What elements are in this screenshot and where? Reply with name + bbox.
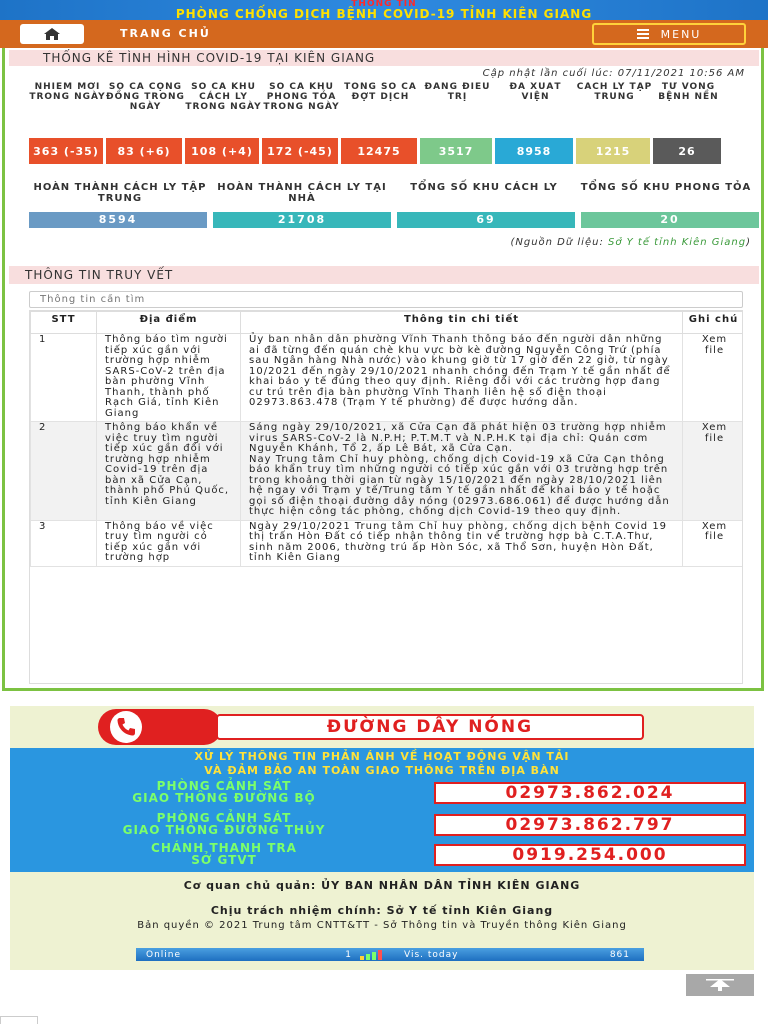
hotline-row — [10, 842, 754, 868]
stat-value: 363 (-35) — [29, 138, 103, 164]
stat-label: TỔNG SỐ KHU PHONG TỎA — [580, 182, 752, 193]
col-stt: STT — [31, 312, 97, 334]
stat-label: CÁCH LY TẬP TRUNG — [576, 82, 653, 102]
view-file-link[interactable]: Xem file — [683, 422, 744, 521]
stat-value: 172 (-45) — [262, 138, 338, 164]
cell-place: Thông báo tìm người tiếp xúc gần với trường hợp nhiễm SARS-CoV-2 trên địa bàn phường Vĩnh Thanh, thành phố Rạch Giá, tỉnh Kiên Giang — [97, 334, 241, 422]
col-place: Địa điểm — [97, 312, 241, 334]
stat-label: HOÀN THÀNH CÁCH LY TẬP TRUNG — [33, 182, 207, 204]
stat-value: 12475 — [341, 138, 417, 164]
stat-label: SỐ CA CỘNG ĐỒNG TRONG NGÀY — [106, 82, 185, 112]
trace-heading: THÔNG TIN TRUY VẾT — [25, 268, 174, 282]
hotline-header — [10, 706, 754, 748]
stat-value: 20 — [581, 212, 759, 228]
table-row — [31, 422, 744, 521]
menu-label: MENU — [660, 27, 702, 41]
visitor-counter — [136, 948, 644, 961]
today-value: 861 — [609, 949, 630, 960]
stat-value: 8594 — [29, 212, 207, 228]
cell-place: Thông báo khẩn về việc truy tìm người tiếp xúc gần đối với trường hợp nhiễm Covid-19 trên địa bàn xã Cửa Cạn, thành phố Phú Quốc, tỉnh Kiên Giang — [97, 422, 241, 521]
stats-heading-bar — [9, 50, 759, 66]
scroll-to-top-button[interactable] — [686, 974, 754, 996]
stat-labels-row — [29, 82, 759, 112]
cell-detail: Ủy ban nhân dân phường Vĩnh Thanh thông báo đến người dân những ai đã từng đến quán chè khu vực bờ kè đường Nguyễn Công Trứ (phía sau Ngân hàng Nhà nước) vào khung giờ từ 17 giờ đến 22 giờ, từ ngày 10/2021 đến ngày 29/10/2021 nhanh chóng đến Trạm Y tế gần nhất để khai báo y tế đúng theo quy định. Riêng đối với các trường hợp đang cư trú trên địa bàn phường Vĩnh Thanh liên hệ số điện thoại 02973.863.478 (Trạm Y tế phường) để được hướng dẫn. — [241, 334, 683, 422]
stat-values-row-2 — [29, 212, 759, 228]
cell-detail: Sáng ngày 29/10/2021, xã Cửa Cạn đã phát hiện 03 trường hợp nhiễm virus SARS-CoV-2 là N.P.H; P.T.M.T và N.P.H.K tại địa chỉ: Quán cơm Nguyễn Khánh, Tổ 2, ấp Lê Bát, xã Cửa Cạn. Nay Trung tâm Chỉ huy phòng, chống dịch Covid-19 xã Cửa Cạn thông báo khẩn truy tìm những người có tiếp xúc gần với 03 trường hợp trên trong khoảng thời gian từ ngày 15/10/2021 đến ngày 28/10/2021 liên hệ ngay với Trạm y tế/Trung tâm Y tế gần nhất để khai báo y tế hoặc gọi số điện thoại đường dây nóng (02973.686.061) để được hướng dẫn thực hiện công tác phòng, chống dịch Covid-19 theo quy định. — [241, 422, 683, 521]
stat-label: NHIỄM MỚI TRONG NGÀY — [29, 82, 106, 102]
bar-chart-icon — [360, 950, 394, 960]
table-row — [31, 520, 744, 566]
updated-time: Cập nhật lần cuối lúc: 07/11/2021 10:56 AM — [482, 68, 745, 79]
table-row — [31, 334, 744, 422]
hotline-number[interactable]: 0919.254.000 — [434, 844, 746, 866]
hotline-row — [10, 780, 754, 806]
stat-label: ĐANG ĐIỀU TRỊ — [424, 82, 491, 102]
stat-label: SỐ CA KHU CÁCH LY TRONG NGÀY — [185, 82, 262, 112]
cell-place: Thông báo về việc truy tìm người có tiếp xúc gần với trường hợp — [97, 520, 241, 566]
hotline-number[interactable]: 02973.862.797 — [434, 814, 746, 836]
nav-bar — [0, 20, 768, 48]
stat-value: 83 (+6) — [106, 138, 182, 164]
trace-heading-bar — [9, 266, 759, 284]
source-suffix: ) — [746, 237, 751, 248]
cell-detail: Ngày 29/10/2021 Trung tâm Chỉ huy phòng, chống dịch bệnh Covid 19 thị trấn Hòn Đất có tiếp nhận thông tin về trường hợp bà C.T.A.Thư, sinh năm 2006, thường trú ấp Hòn Sóc, xã Thổ Sơn, huyện Hòn Đất, tỉnh Kiên Giang — [241, 520, 683, 566]
hotline-label — [24, 812, 424, 836]
stat-label: HOÀN THÀNH CÁCH LY TẠI NHÀ — [217, 182, 387, 204]
hotline-banner — [10, 706, 754, 872]
banner-line1: THÔNG TIN — [351, 0, 417, 9]
hotline-label-line1: PHÒNG CẢNH SÁT — [156, 779, 292, 793]
hotline-label — [24, 780, 424, 804]
hotline-subtitle-2: VÀ ĐẢM BẢO AN TOÀN GIAO THÔNG TRÊN ĐỊA BÀN — [204, 764, 560, 777]
stat-label: ĐÃ XUẤT VIỆN — [509, 82, 562, 102]
cell-stt: 3 — [31, 520, 97, 566]
cell-stt: 2 — [31, 422, 97, 521]
phone-icon — [110, 711, 142, 743]
stat-value: 21708 — [213, 212, 391, 228]
hotline-label-line2: SỞ GTVT — [191, 853, 257, 867]
hotline-title: ĐƯỜNG DÂY NÓNG — [216, 714, 644, 740]
nav-title-link[interactable]: TRANG CHỦ — [120, 27, 211, 40]
stat-value: 8958 — [495, 138, 573, 164]
online-value: 1 — [345, 949, 352, 960]
stat-value: 108 (+4) — [185, 138, 259, 164]
today-label: Vis. today — [404, 949, 459, 960]
stats-heading: THỐNG KÊ TÌNH HÌNH COVID-19 TẠI KIÊN GIANG — [43, 51, 376, 65]
source-prefix: (Nguồn Dữ liệu: — [510, 237, 608, 248]
hamburger-icon — [637, 29, 649, 39]
trace-table-wrapper[interactable] — [29, 310, 743, 684]
footer-responsible: Chịu trách nhiệm chính: Sở Y tế tỉnh Kiên Giang — [210, 904, 554, 917]
hotline-label-line1: PHÒNG CẢNH SÁT — [156, 811, 292, 825]
hotline-subtitle — [10, 750, 754, 778]
corner-widget — [0, 1016, 38, 1024]
stat-value: 3517 — [420, 138, 492, 164]
footer-agency: Cơ quan chủ quản: ỦY BAN NHÂN DÂN TỈNH KIÊN GIANG — [183, 879, 581, 892]
hotline-label-line2: GIAO THÔNG ĐƯỜNG THỦY — [122, 823, 326, 837]
view-file-link[interactable]: Xem file — [683, 334, 744, 422]
stat-value: 1215 — [576, 138, 650, 164]
trace-search-input[interactable] — [29, 291, 743, 308]
home-icon — [43, 27, 61, 41]
source-link[interactable]: Sở Y tế tỉnh Kiên Giang — [608, 237, 747, 248]
stat-values-row — [29, 138, 759, 164]
stat-label: TỬ VONG BỆNH NỀN — [658, 82, 719, 102]
col-detail: Thông tin chi tiết — [241, 312, 683, 334]
banner-line2: PHÒNG CHỐNG DỊCH BỆNH COVID-19 TỈNH KIÊN GIANG — [175, 7, 593, 20]
footer-copyright: Bản quyền © 2021 Trung tâm CNTT&TT - Sở Thông tin và Truyền thông Kiên Giang — [137, 920, 627, 931]
menu-button[interactable] — [592, 23, 746, 45]
hotline-label-line2: GIAO THÔNG ĐƯỜNG BỘ — [132, 791, 316, 805]
data-source — [510, 237, 751, 248]
home-button[interactable] — [20, 24, 84, 44]
arrow-up-icon — [700, 978, 740, 992]
hotline-label-line1: CHÁNH THANH TRA — [151, 841, 297, 855]
stat-value: 26 — [653, 138, 721, 164]
covid-panel — [2, 48, 764, 691]
col-note: Ghi chú — [683, 312, 744, 334]
stat-label: SỐ CA KHU PHONG TỎA TRONG NGÀY — [263, 82, 340, 112]
site-footer — [10, 872, 754, 970]
trace-table — [30, 311, 743, 567]
top-banner — [0, 0, 768, 20]
stat-label: TỔNG SỐ CA ĐỢT DỊCH — [344, 82, 417, 102]
hotline-row — [10, 812, 754, 838]
hotline-subtitle-1: XỬ LÝ THÔNG TIN PHẢN ÁNH VỀ HOẠT ĐỘNG VẬN TẢI — [194, 750, 570, 763]
stat-labels-row-2 — [29, 182, 759, 204]
hotline-number[interactable]: 02973.862.024 — [434, 782, 746, 804]
stat-value: 69 — [397, 212, 575, 228]
cell-stt: 1 — [31, 334, 97, 422]
stat-label: TỔNG SỐ KHU CÁCH LY — [410, 182, 558, 193]
hotline-label — [24, 842, 424, 866]
view-file-link[interactable]: Xem file — [683, 520, 744, 566]
online-label: Online — [146, 949, 182, 960]
